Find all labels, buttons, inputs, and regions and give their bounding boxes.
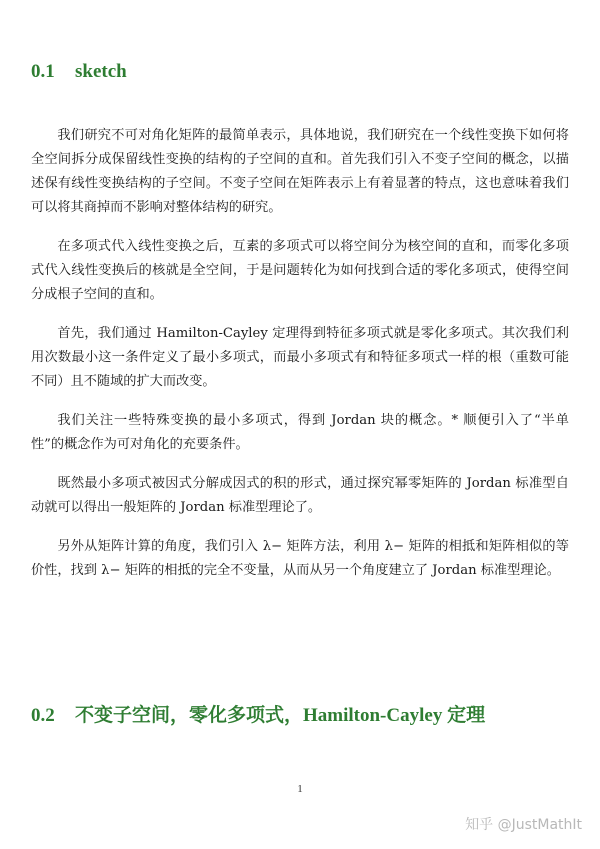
- section-number: 0.1: [31, 61, 55, 82]
- paragraph-lambda-matrix: 另外从矩阵计算的角度，我们引入 λ− 矩阵方法，利用 λ− 矩阵的相抵和矩阵相似的等价性，找到 λ− 矩阵的相抵的完全不变量，从而从另一个角度建立了 Jordan 标准型理论。: [31, 539, 569, 578]
- paragraph-nilpotent: 既然最小多项式被因式分解成因式的积的形式，通过探究幂零矩阵的 Jordan 标准型自动就可以得出一般矩阵的 Jordan 标准型理论了。: [31, 476, 569, 515]
- paragraph-annihilating-polynomial: 在多项式代入线性变换之后，互素的多项式可以将空间分为核空间的直和，而零化多项式代入线性变换后的核就是全空间，于是问题转化为如何找到合适的零化多项式，使得空间分成根子空间的直和。: [31, 239, 569, 302]
- paragraph-jordan-block: 我们关注一些特殊变换的最小多项式，得到 Jordan 块的概念。* 顺便引入了“半单性”的概念作为可对角化的充要条件。: [31, 413, 569, 452]
- section-number: 0.2: [31, 705, 55, 726]
- paragraph-invariant-subspace: 我们研究不可对角化矩阵的最简单表示，具体地说，我们研究在一个线性变换下如何将全空间拆分成保留线性变换的结构的子空间的直和。首先我们引入不变子空间的概念，以描述保有线性变换结构的子空间。不变子空间在矩阵表示上有着显著的特点，这也意味着我们可以将其商掉而不影响对整体结构的研究。: [31, 128, 569, 215]
- page-number: 1: [297, 783, 303, 795]
- paragraph-hamilton-cayley: 首先，我们通过 Hamilton-Cayley 定理得到特征多项式就是零化多项式。其次我们利用次数最小这一条件定义了最小多项式，而最小多项式有和特征多项式一样的根（重数可能不同）且不随域的扩大而改变。: [31, 326, 569, 389]
- section-title-text: 不变子空间，零化多项式，Hamilton-Cayley 定理: [75, 705, 486, 726]
- section-heading-sketch: [31, 61, 127, 83]
- section-body: [31, 124, 569, 598]
- watermark: 知乎 @JustMathIt: [465, 817, 582, 833]
- section-heading-invariant-subspace: [31, 700, 485, 727]
- section-title-text: sketch: [75, 61, 127, 82]
